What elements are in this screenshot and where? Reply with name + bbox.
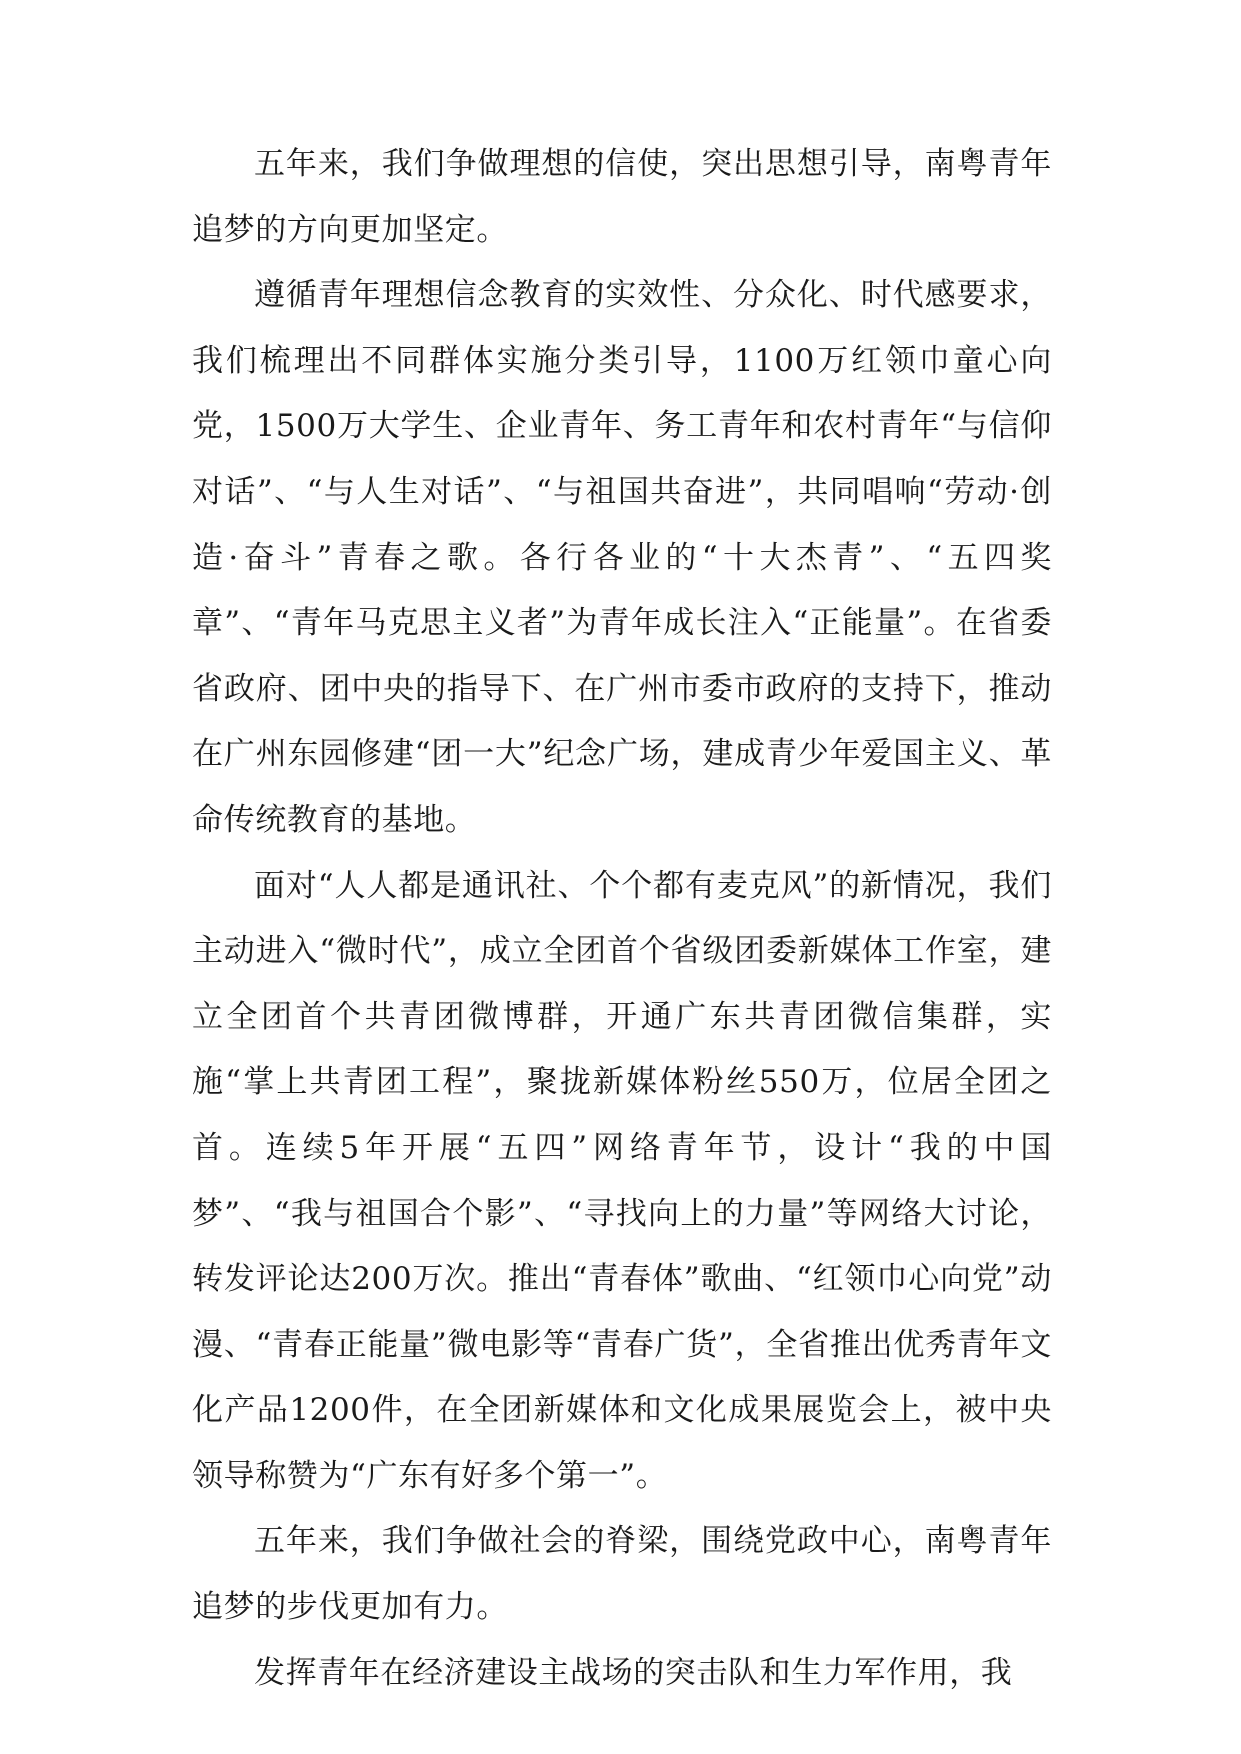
document-body [192,132,1052,1706]
paragraph-thought-guidance-intro: 五年来，我们争做理想的信使，突出思想引导，南粤青年追梦的方向更加坚定。 [192,146,1052,248]
paragraph-ideal-belief-education: 遵循青年理想信念教育的实效性、分众化、时代感要求，我们梳理出不同群体实施分类引导，1100万红领巾童心向党，1500万大学生、企业青年、务工青年和农村青年“与信仰对话”、“与人生对话”、“与祖国共奋进”，共同唱响“劳动·创造·奋斗”青春之歌。各行各业的“十大杰青”、“五四奖章”、“青年马克思主义者”为青年成长注入“正能量”。在省委省政府、团中央的指导下、在广州市委市政府的支持下，推动在广州东园修建“团一大”纪念广场，建成青少年爱国主义、革命传统教育的基地。 [192,277,1052,838]
paragraph-society-backbone-intro: 五年来，我们争做社会的脊梁，围绕党政中心，南粤青年追梦的步伐更加有力。 [192,1523,1052,1626]
paragraph-new-media: 面对“人人都是通讯社、个个都有麦克风”的新情况，我们主动进入“微时代”，成立全团首个省级团委新媒体工作室，建立全团首个共青团微博群，开通广东共青团微信集群，实施“掌上共青团工程”，聚拢新媒体粉丝550万，位居全团之首。连续5年开展“五四”网络青年节，设计“我的中国梦”、“我与祖国合个影”、“寻找向上的力量”等网络大讨论，转发评论达200万次。推出“青春体”歌曲、“红领巾心向党”动漫、“青春正能量”微电影等“青春广货”，全省推出优秀青年文化产品1200件，在全团新媒体和文化成果展览会上，被中央领导称赞为“广东有好多个第一”。 [192,867,1052,1494]
paragraph-economic-construction: 发挥青年在经济建设主战场的突击队和生力军作用，我 [254,1654,1013,1691]
